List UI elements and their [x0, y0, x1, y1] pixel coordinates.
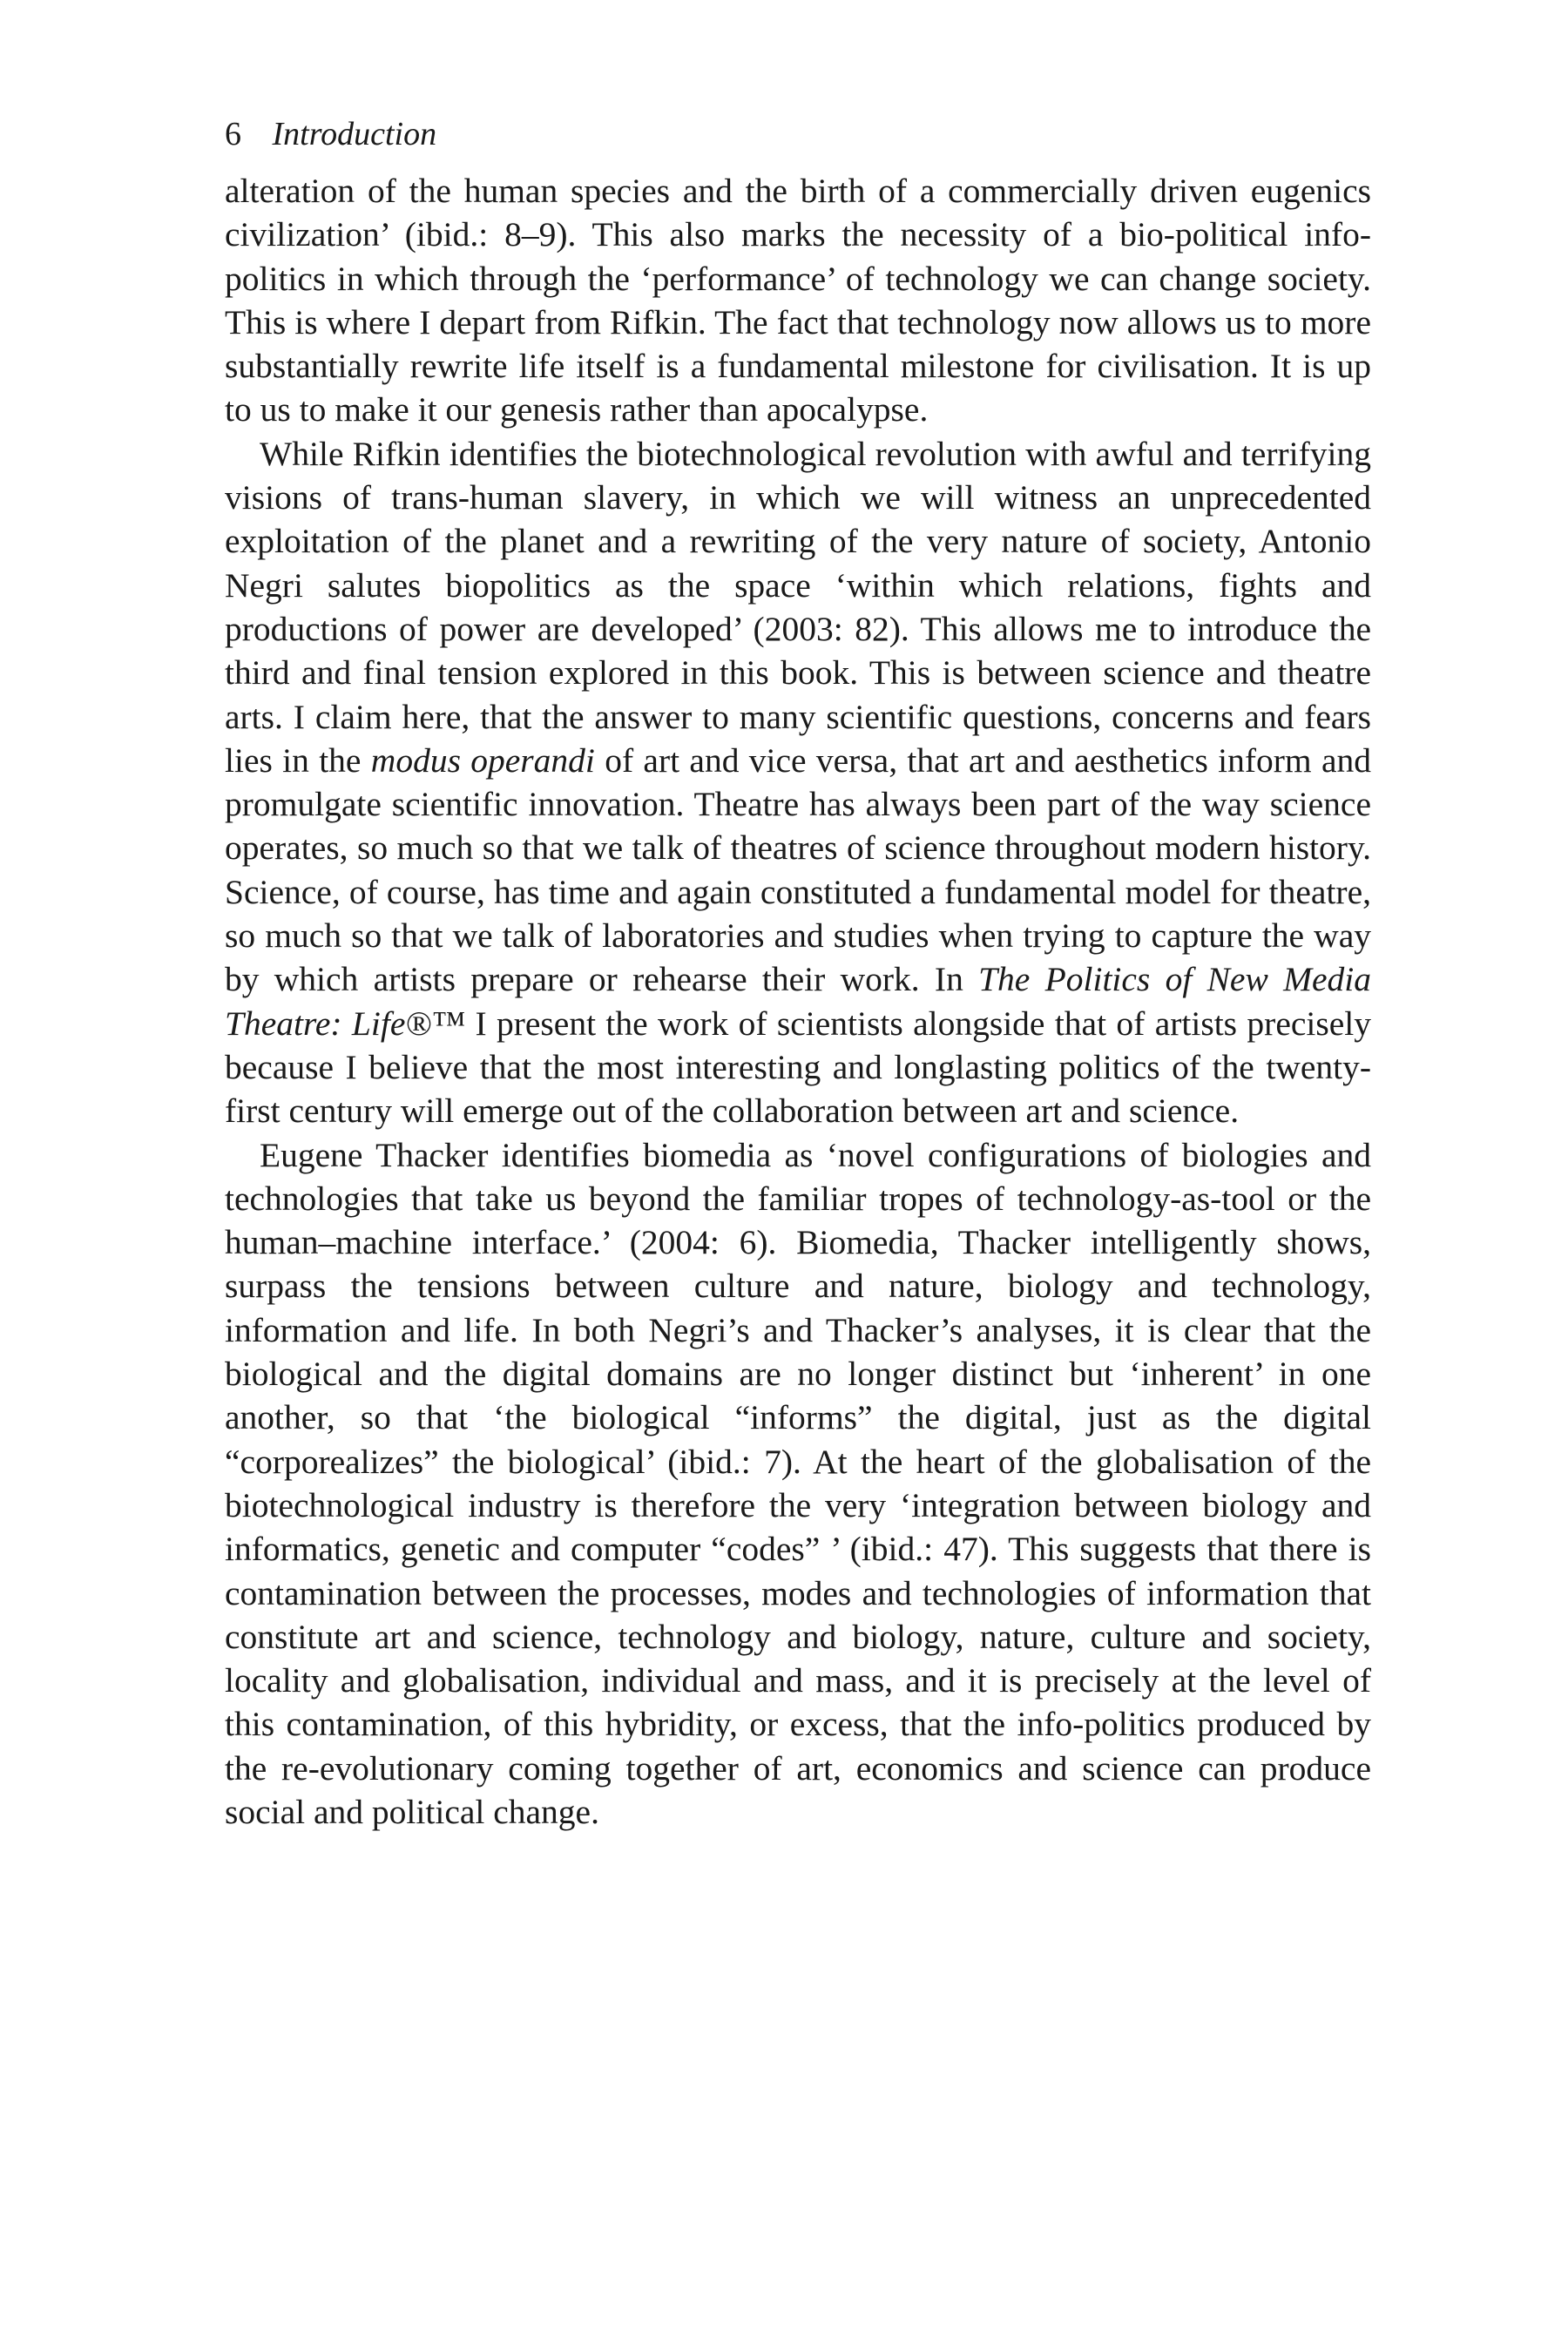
paragraph-3: [225, 1133, 1371, 1835]
paragraph-3-text: Eugene Thacker identifies biomedia as ‘novel configurations of biologies and technologies that take us beyond the familiar tropes of technology-as-tool or the human–machine interface.’ (2004: 6). Biomedia, Thacker intelligently shows, surpass the tensions between culture and nature, biology and technology, information and life. In both Negri’s and Thacker’s analyses, it is clear that the biological and the digital domains are no longer distinct but ‘inherent’ in one another, so that ‘the biological “informs” the digital, just as the digital “corporealizes” the biological’ (ibid.: 7). At the heart of the globalisation of the biotechnological industry is therefore the very ‘integration between biology and informatics, genetic and computer “codes” ’ (ibid.: 47). This suggests that there is contamination between the processes, modes and technologies of information that constitute art and science, technology and biology, nature, culture and society, locality and globalisation, individual and mass, and it is precisely at the level of this contamination, of this hybridity, or excess, that the info-politics produced by the re-evolutionary coming together of art, economics and science can produce social and political change.: [225, 1135, 1371, 1831]
paragraph-2-text-c: I present the work of scientists alongside that of artists precisely because I believe that the most interesting and longlasting politics of the twenty-first century will emerge out of the collaboration between art and science.: [225, 1004, 1371, 1131]
paragraph-1-text: alteration of the human species and the birth of a commercially driven eugenics civilization’ (ibid.: 8–9). This also marks the necessity of a bio-political info-politics in which through the ‘performance’ of technology we can change society. This is where I depart from Rifkin. The fact that technology now allows us to more substantially rewrite life itself is a fundamental milestone for civilisation. It is up to us to make it our genesis rather than apocalypse.: [225, 172, 1371, 429]
paragraph-2-text-b: of art and vice versa, that art and aesthetics inform and promulgate scientific innovation. Theatre has always been part of the way science operates, so much so that we talk of theatres of science throughout modern history. Science, of course, has time and again constituted a fundamental model for theatre, so much so that we talk of laboratories and studies when trying to capture the way by which artists prepare or rehearse their work. In: [225, 740, 1371, 999]
italic-modus-operandi: modus operandi: [370, 740, 595, 780]
section-title: Introduction: [272, 116, 437, 152]
paragraph-1: [225, 169, 1371, 432]
paragraph-2-text-a: While Rifkin identifies the biotechnological revolution with awful and terrifying visions of trans-human slavery, in which we will witness an unprecedented exploitation of the planet and a rewriting of the very nature of society, Antonio Negri salutes biopolitics as the space ‘within which relations, fights and productions of power are developed’ (2003: 82). This allows me to introduce the third and final tension explored in this book. This is between science and theatre arts. I claim here, that the answer to many scientific questions, concerns and fears lies in the: [225, 434, 1371, 780]
italic-book-title: The Politics of New Media Theatre: Life®™: [225, 960, 1371, 1043]
running-head: [225, 112, 1371, 157]
body-text: [225, 169, 1371, 1834]
book-page: [225, 112, 1371, 1834]
paragraph-2: [225, 432, 1371, 1133]
page-number: 6: [225, 116, 241, 152]
